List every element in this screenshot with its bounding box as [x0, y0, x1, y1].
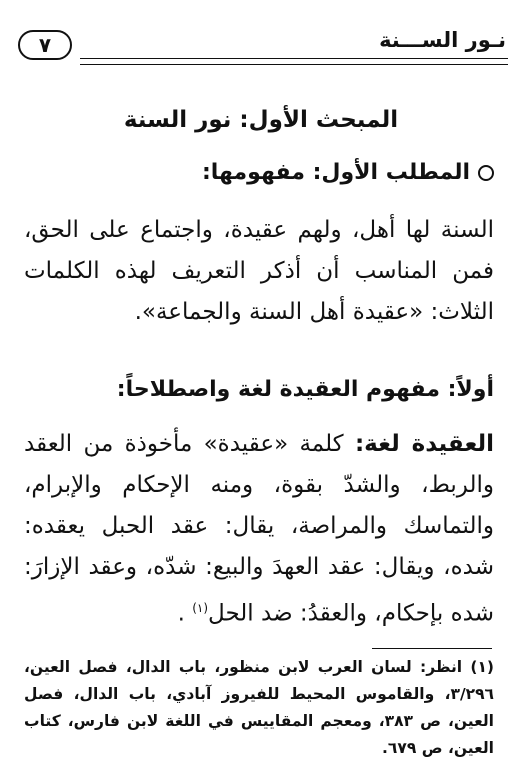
circle-bullet-icon — [478, 165, 494, 181]
subsection-heading-1-text: المطلب الأول: مفهومها: — [201, 160, 470, 185]
running-title: نـور الســـنة — [379, 28, 506, 52]
subsection-heading-2: أولاً: مفهوم العقيدة لغة واصطلاحاً: — [116, 377, 494, 402]
section-title: المبحث الأول: نور السنة — [123, 107, 399, 133]
page-number: ٧ — [38, 33, 52, 57]
footnote-reference: (١) — [192, 601, 209, 615]
defined-term: العقيدة لغة: — [354, 431, 494, 457]
subsection-heading-1 — [24, 160, 494, 185]
paragraph-2-text: كلمة «عقيدة» مأخوذة من العقد والربط، والشدّ بقوة، ومنه الإحكام والإبرام، والتماسك والمراصة، يقال: عقد الحبل يعقده: شده، ويقال: عقد العهدَ والبيع: شدّه، وعقد الإزارَ: شده بإحكام، والعقدُ: ضد الحل — [24, 431, 494, 627]
paragraph-2-ending: . — [177, 600, 193, 627]
paragraph-2 — [24, 424, 494, 635]
header-rule-bottom — [80, 64, 508, 65]
header-rule-top — [80, 58, 508, 59]
footnote-separator — [372, 648, 492, 649]
footnote: (١) انظر: لسان العرب لابن منظور، باب الدال، فصل العين، ٣/٢٩٦، والقاموس المحيط للفيروز آبادي، باب الدال، فصل العين، ص ٣٨٣، ومعجم المقاييس في اللغة لابن فارس، كتاب العين، ص ٦٧٩. — [24, 658, 494, 757]
page-number-badge — [18, 30, 72, 60]
paragraph-1: السنة لها أهل، ولهم عقيدة، واجتماع على الحق، فمن المناسب أن أذكر التعريف لهذه الكلمات الثلاث: «عقيدة أهل السنة والجماعة». — [24, 217, 494, 325]
page-header — [18, 22, 508, 76]
